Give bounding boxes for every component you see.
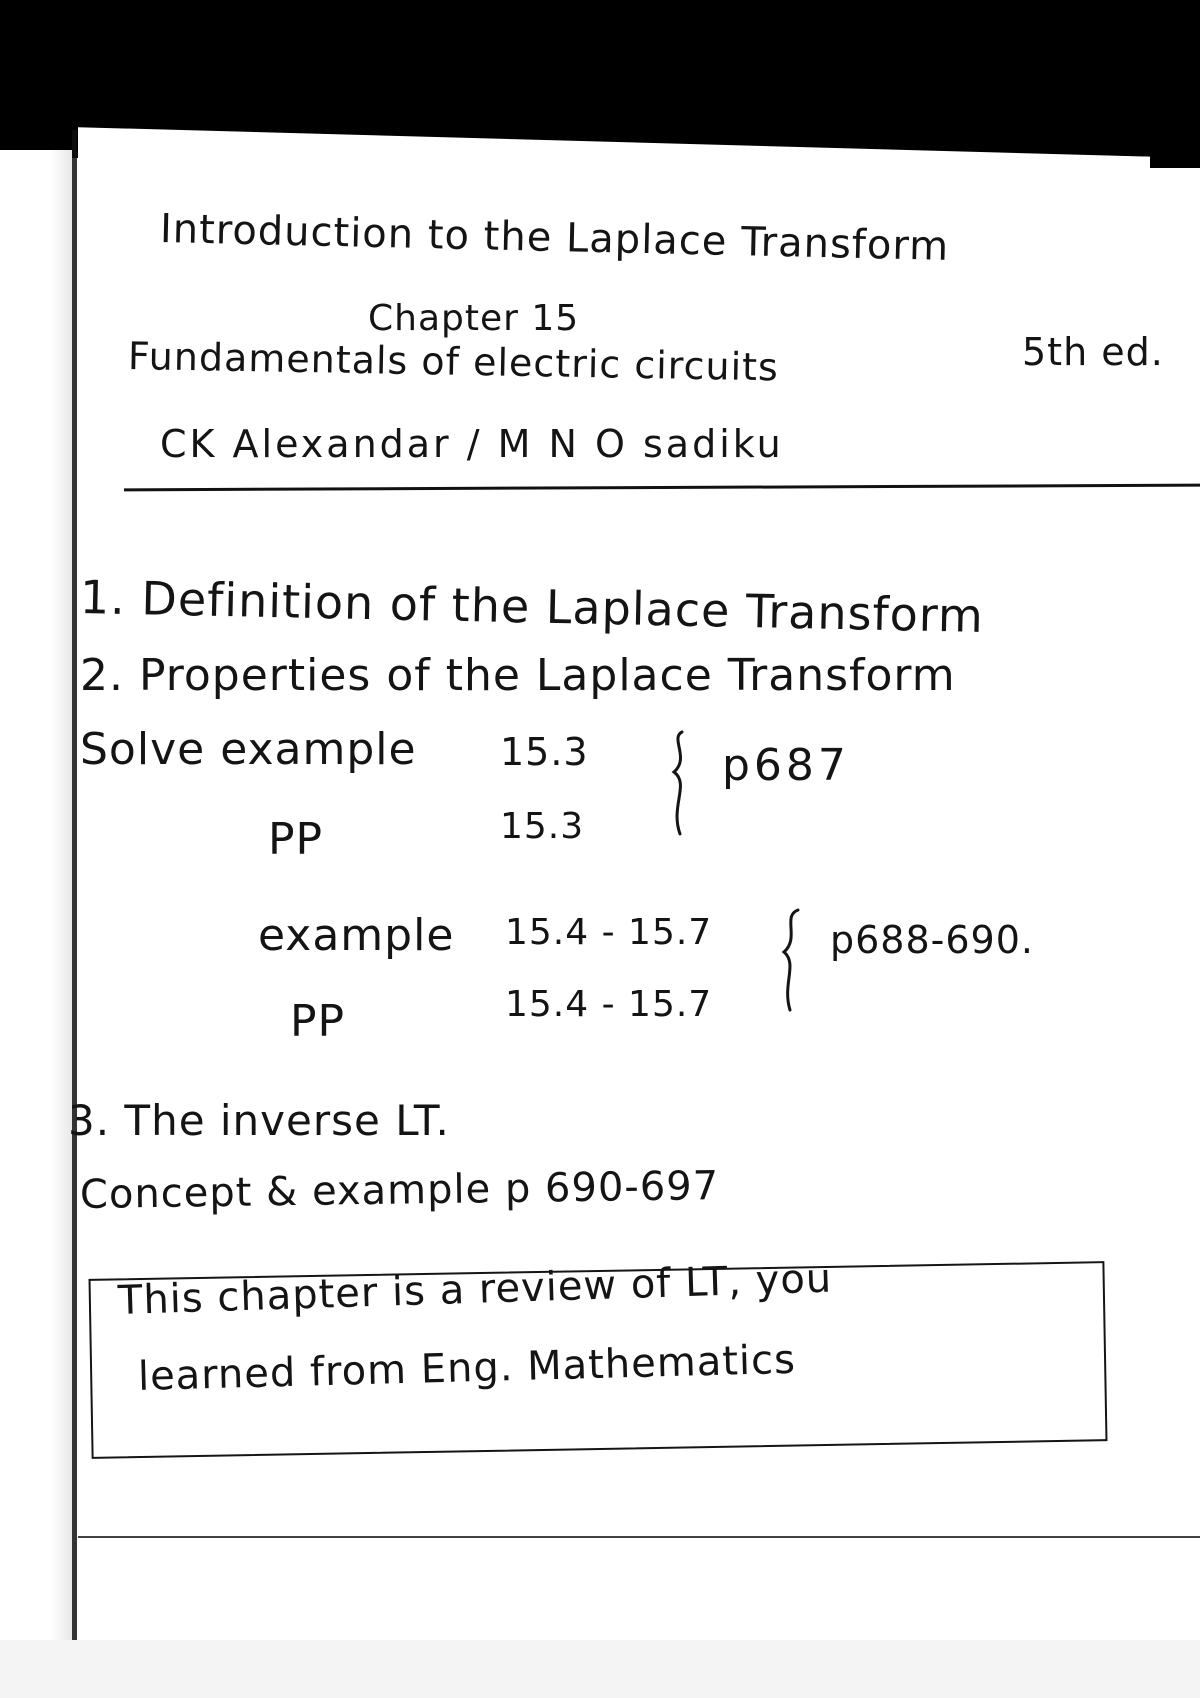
authors-line: CK Alexandar / M N O sadiku (160, 422, 784, 466)
note-line-1: This chapter is a review of LT, you (117, 1255, 833, 1324)
practice-problem-label: PP (290, 996, 346, 1047)
note-line-2: learned from Eng. Mathematics (137, 1336, 797, 1400)
scan-dark-shadow (0, 48, 1200, 158)
brace-icon (772, 904, 812, 1014)
practice-problem-label: PP (268, 814, 324, 865)
practice-problem-range: 15.4 - 15.7 (505, 984, 713, 1025)
page-title: Introduction to the Laplace Transform (159, 206, 950, 270)
scan-bottom-margin (0, 1640, 1200, 1698)
page-range-reference: p688-690. (830, 918, 1034, 962)
page-bottom-line (78, 1536, 1200, 1538)
page-reference: p687 (722, 740, 850, 791)
example-range: 15.4 - 15.7 (505, 912, 713, 953)
outline-item-definition: 1. Definition of the Laplace Transform (79, 570, 985, 643)
book-title: Fundamentals of electric circuits (127, 334, 780, 390)
concept-line: Concept & example p 690-697 (79, 1163, 720, 1218)
scan-dark-border-right (1150, 48, 1200, 168)
example-word: example (220, 724, 417, 775)
brace-icon (660, 728, 700, 838)
example-label: example (258, 910, 455, 961)
solve-label (80, 724, 417, 775)
paper-left-edge (72, 130, 77, 1650)
edition-label: 5th ed. (1022, 330, 1164, 374)
scan-dark-border-top (0, 0, 1200, 48)
header-divider (124, 484, 1200, 492)
example-number: 15.3 (500, 730, 589, 774)
outline-item-inverse: 3. The inverse LT. (68, 1096, 450, 1145)
outline-item-properties: 2. Properties of the Laplace Transform (80, 650, 956, 701)
scan-left-margin (0, 150, 72, 1650)
chapter-label: Chapter 15 (368, 298, 580, 339)
solve-word: Solve (80, 724, 206, 775)
practice-problem-number: 15.3 (500, 806, 585, 847)
